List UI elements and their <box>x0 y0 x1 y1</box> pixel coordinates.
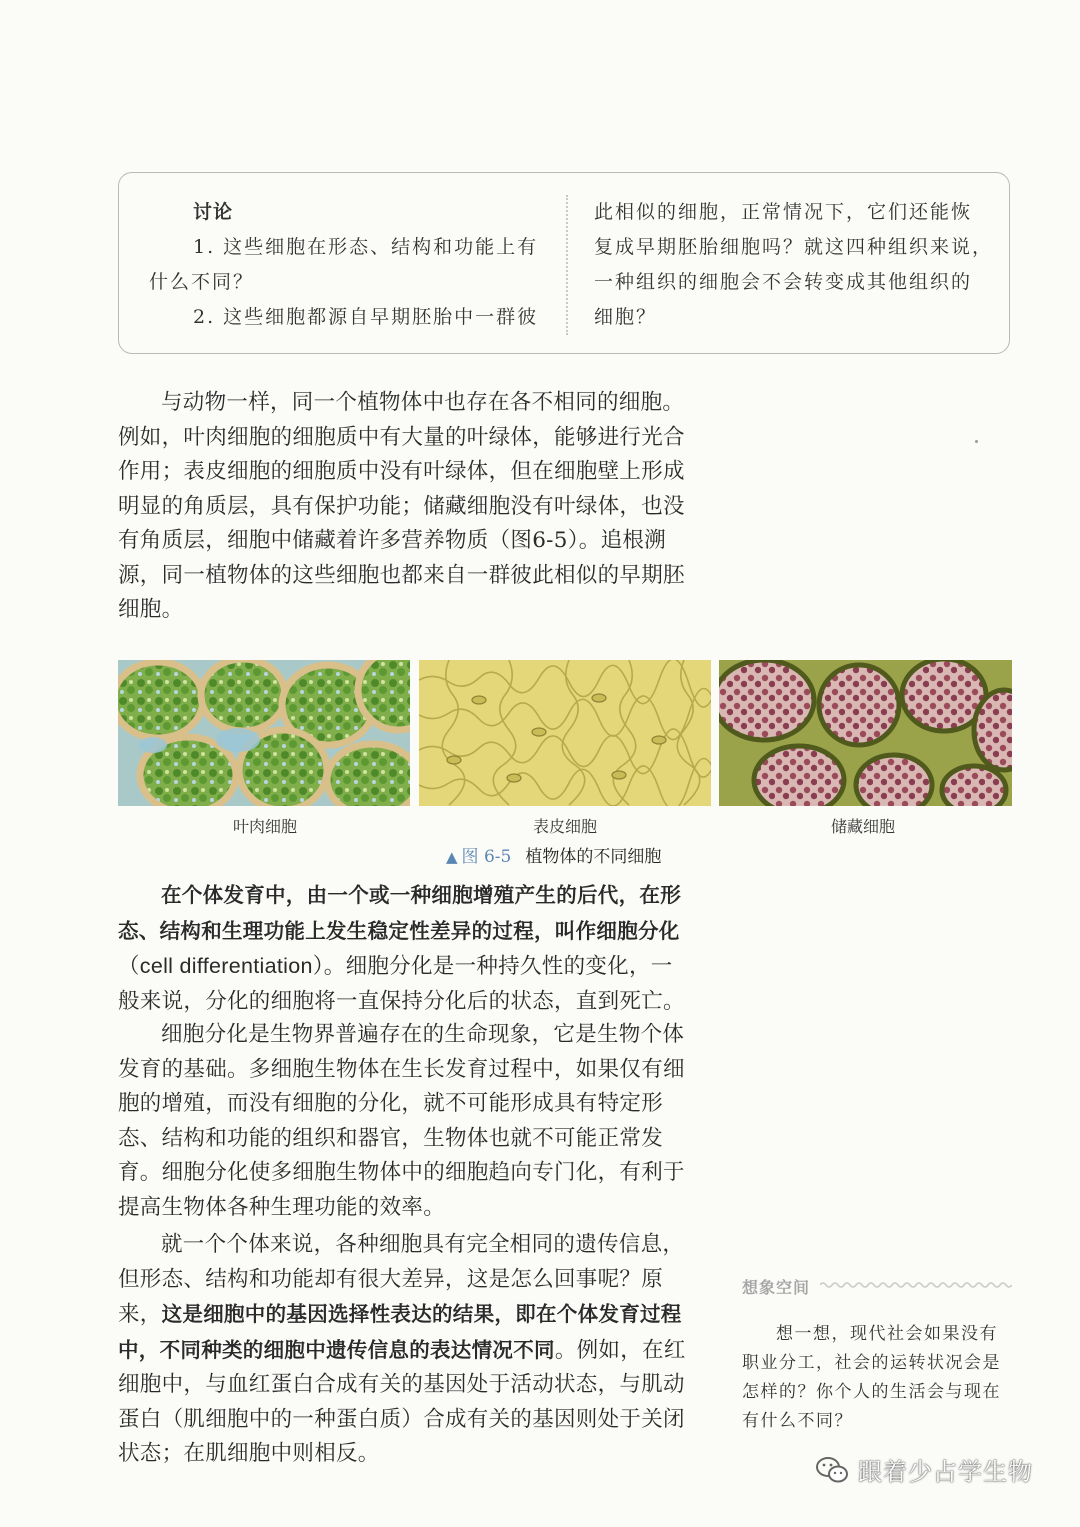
page-speck <box>975 440 978 443</box>
discussion-q1-line1: 1. 这些细胞在形态、结构和功能上有 <box>193 236 539 258</box>
discussion-right-line1: 此相似的细胞，正常情况下，它们还能恢 <box>594 201 973 223</box>
paragraph-1-text: 与动物一样，同一个植物体中也存在各不相同的细胞。例如，叶肉细胞的细胞质中有大量的叶绿体，能够进行光合作用；表皮细胞的细胞质中没有叶绿体，但在细胞壁上形成明显的角质层，具有保护功能；储藏细胞没有叶绿体，也没有角质层，细胞中储藏着许多营养物质（图6-5）。追根溯源，同一植物体的这些细胞也都来自一群彼此相似的早期胚细胞。 <box>118 390 685 622</box>
paragraph-4-start: 就一个个体来说，各种细胞具有完全相同的遗传信息，但形态、结构和功能却有很大差异，这是怎么回事呢？原来， <box>118 1232 685 1327</box>
discussion-right-line4: 细胞？ <box>594 306 658 328</box>
definition-bold: 在个体发育中，由一个或一种细胞增殖产生的后代，在形态、结构和生理功能上发生稳定性差异的过程，叫作细胞分化 <box>118 883 681 943</box>
wavy-rule-icon <box>820 1280 1012 1290</box>
discussion-left-column <box>149 195 549 335</box>
sidebar-text: 想一想，现代社会如果没有职业分工，社会的运转状况会是怎样的？你个人的生活会与现在有什么不同？ <box>742 1324 1001 1431</box>
sidebar-heading-bar <box>742 1272 1012 1298</box>
paragraph-3-text: 细胞分化是生物界普遍存在的生命现象，它是生物个体发育的基础。多细胞生物体在生长发育过程中，如果仅有细胞的增殖，而没有细胞的分化，就不可能形成具有特定形态、结构和功能的组织和器官，生物体也就不可能正常发育。细胞分化使多细胞生物体中的细胞趋向专门化，有利于提高生物体各种生理功能的效率。 <box>118 1022 685 1220</box>
discussion-heading: 讨论 <box>193 201 234 223</box>
definition-term-english: （cell differentiation） <box>118 954 324 978</box>
paragraph-4-bold: 这是细胞中的基因选择性表达的结果，即在个体发育过程中，不同种类的细胞中遗传信息的表达情况不同 <box>118 1302 682 1362</box>
storage-cell-photo <box>719 660 1012 806</box>
mesophyll-cell-photo <box>118 660 410 806</box>
paragraph-cell-differentiation-definition <box>118 878 688 1019</box>
caption-epidermal: 表皮细胞 <box>532 817 597 836</box>
figure-title-text: 植物体的不同细胞 <box>525 847 662 867</box>
paragraph-4-rest: 。例如，在红细胞中，与血红蛋白合成有关的基因处于活动状态，与肌动蛋白（肌细胞中的一种蛋白质）合成有关的基因则处于关闭状态；在肌细胞中则相反。 <box>118 1337 686 1466</box>
discussion-q1-line2: 什么不同？ <box>149 271 255 293</box>
discussion-right-line2: 复成早期胚胎细胞吗？就这四种组织来说， <box>594 236 994 258</box>
paragraph-differentiation-significance <box>118 1018 688 1225</box>
caption-storage: 储藏细胞 <box>830 817 895 836</box>
figure-6-5-photos <box>118 660 1012 806</box>
discussion-right-column <box>594 195 994 335</box>
figure-title <box>446 842 661 867</box>
triangle-marker-icon: ▲ <box>446 848 458 866</box>
discussion-right-line3: 一种组织的细胞会不会转变成其他组织的 <box>594 271 973 293</box>
discussion-box <box>118 172 1010 354</box>
paragraph-plant-cells <box>118 386 688 628</box>
sidebar-heading: 想象空间 <box>742 1278 811 1297</box>
watermark-text: 跟着少占学生物 <box>858 1458 1033 1486</box>
sidebar-text-block <box>742 1320 1014 1436</box>
discussion-q2-line1: 2. 这些细胞都源自早期胚胎中一群彼 <box>193 306 539 328</box>
wechat-icon <box>815 1455 849 1485</box>
discussion-divider <box>566 195 568 335</box>
paragraph-gene-expression <box>118 1228 688 1472</box>
epidermal-cell-photo <box>419 660 711 806</box>
definition-rest: 。细胞分化是一种持久性的变化，一般来说，分化的细胞将一直保持分化后的状态，直到死亡。 <box>118 954 685 1014</box>
figure-number: 图 6-5 <box>461 847 512 867</box>
caption-mesophyll: 叶肉细胞 <box>232 817 297 836</box>
